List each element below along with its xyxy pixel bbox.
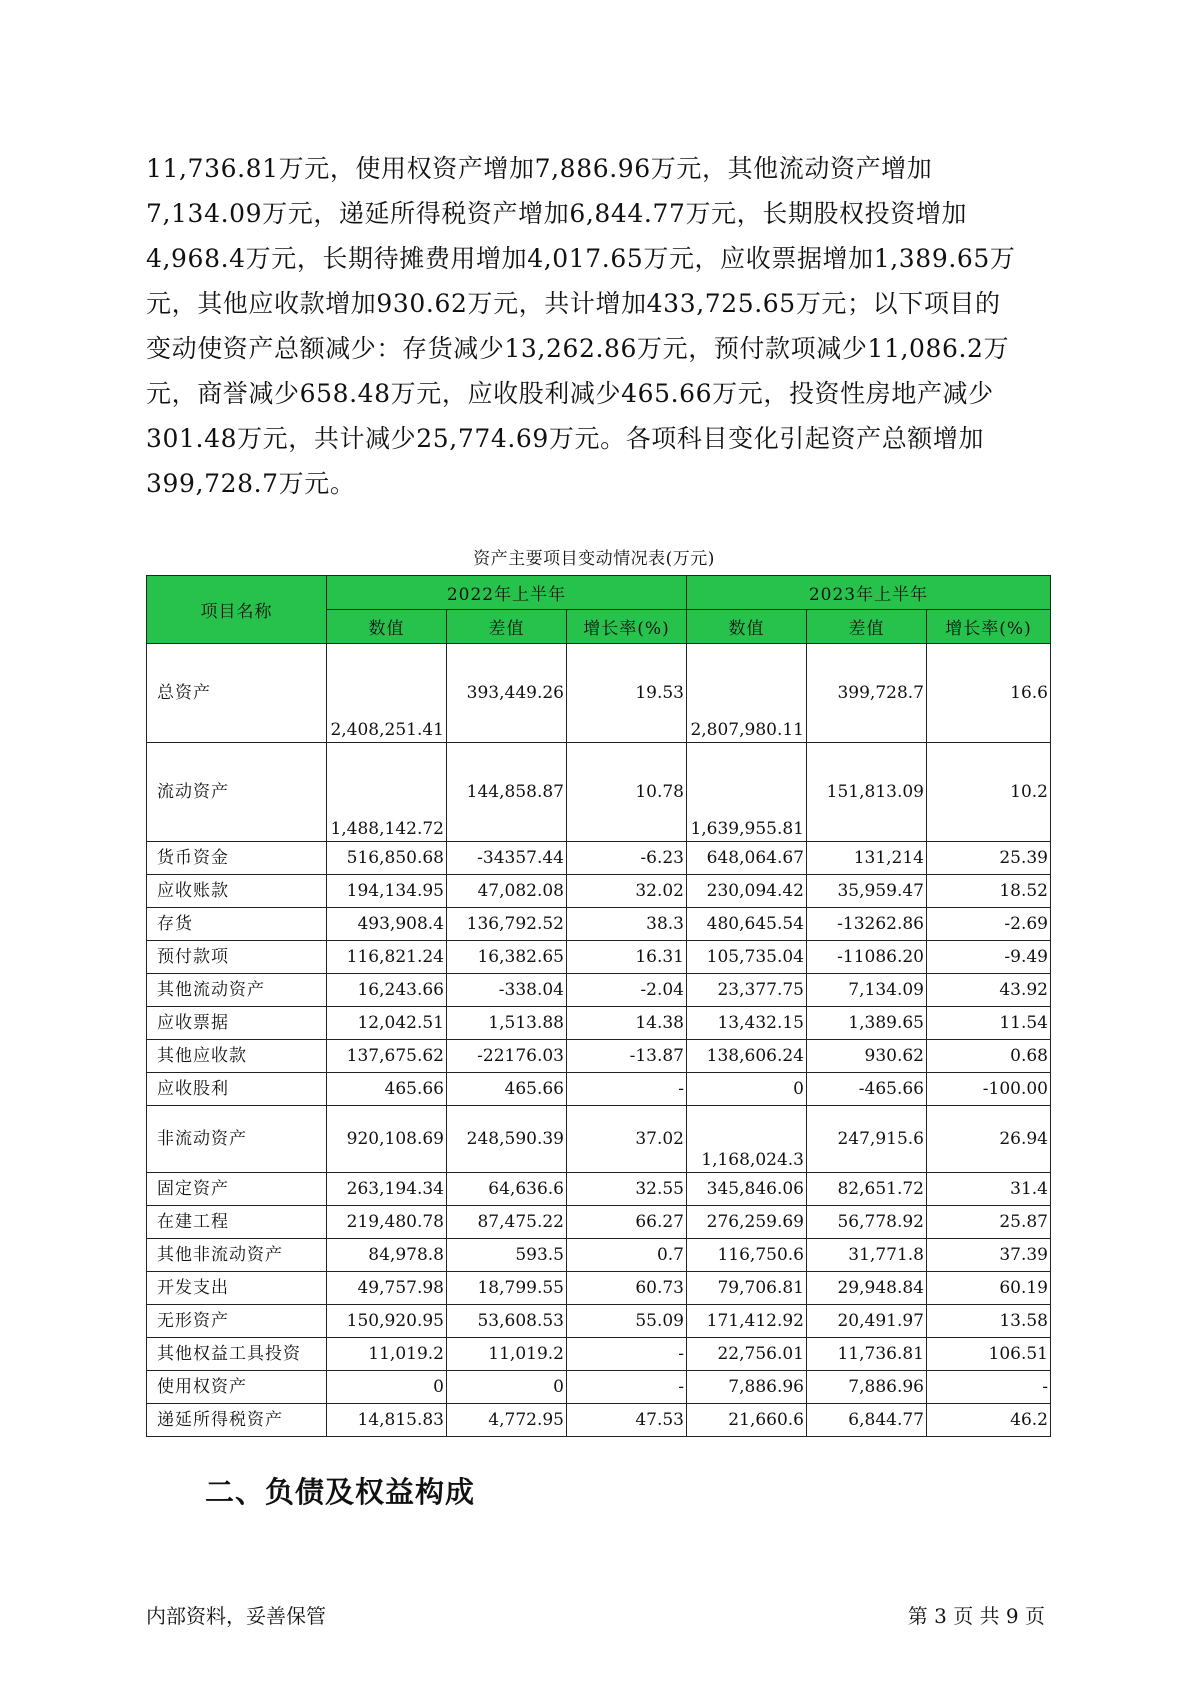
paragraph-line: 11,736.81万元，使用权资产增加7,886.96万元，其他流动资产增加 — [146, 154, 933, 183]
diff-2022: 1,513.88 — [447, 1007, 567, 1040]
diff-2022: 465.66 — [447, 1073, 567, 1106]
value-2023: 79,706.81 — [687, 1272, 807, 1305]
rate-2022: 66.27 — [567, 1206, 687, 1239]
rate-2023: 26.94 — [927, 1106, 1051, 1173]
table-row — [147, 974, 1051, 1007]
value-2023: 22,756.01 — [687, 1338, 807, 1371]
diff-2022: 16,382.65 — [447, 941, 567, 974]
value-2022: 49,757.98 — [327, 1272, 447, 1305]
table-row — [147, 1338, 1051, 1371]
diff-2023: -13262.86 — [807, 908, 927, 941]
table-row — [147, 1404, 1051, 1437]
asset-change-table — [146, 575, 1051, 1437]
table-body — [147, 644, 1051, 1437]
diff-2023: 7,134.09 — [807, 974, 927, 1007]
table-title: 资产主要项目变动情况表(万元) — [473, 549, 715, 569]
diff-2023: -465.66 — [807, 1073, 927, 1106]
rate-2023: 10.2 — [927, 743, 1051, 842]
rate-2022: -2.04 — [567, 974, 687, 1007]
value-2023: 1,168,024.3 — [687, 1106, 807, 1173]
rate-2023: 43.92 — [927, 974, 1051, 1007]
value-2022: 493,908.4 — [327, 908, 447, 941]
rate-2023: 31.4 — [927, 1173, 1051, 1206]
table-row — [147, 1173, 1051, 1206]
table-row — [147, 941, 1051, 974]
table-row — [147, 875, 1051, 908]
paragraph-line: 4,968.4万元，长期待摊费用增加4,017.65万元，应收票据增加1,389.65万 — [146, 244, 1016, 273]
value-2023: 23,377.75 — [687, 974, 807, 1007]
row-label: 使用权资产 — [147, 1371, 327, 1404]
diff-2023: 11,736.81 — [807, 1338, 927, 1371]
diff-2022: 53,608.53 — [447, 1305, 567, 1338]
paragraph-line: 元，商誉减少658.48万元，应收股利减少465.66万元，投资性房地产减少 — [146, 379, 994, 408]
value-2022: 12,042.51 — [327, 1007, 447, 1040]
row-label: 在建工程 — [147, 1206, 327, 1239]
rate-2022: 19.53 — [567, 644, 687, 743]
value-2023: 345,846.06 — [687, 1173, 807, 1206]
header-value: 数值 — [687, 610, 807, 644]
header-value: 数值 — [327, 610, 447, 644]
table-row — [147, 1073, 1051, 1106]
value-2022: 116,821.24 — [327, 941, 447, 974]
rate-2023: -2.69 — [927, 908, 1051, 941]
row-label: 开发支出 — [147, 1272, 327, 1305]
rate-2022: 60.73 — [567, 1272, 687, 1305]
diff-2023: 56,778.92 — [807, 1206, 927, 1239]
rate-2022: - — [567, 1371, 687, 1404]
diff-2022: 144,858.87 — [447, 743, 567, 842]
rate-2023: -100.00 — [927, 1073, 1051, 1106]
row-label: 递延所得税资产 — [147, 1404, 327, 1437]
paragraph-line: 399,728.7万元。 — [146, 469, 356, 498]
paragraph-line: 元，其他应收款增加930.62万元，共计增加433,725.65万元；以下项目的 — [146, 289, 1001, 318]
footer-confidential: 内部资料，妥善保管 — [146, 1604, 326, 1628]
value-2022: 11,019.2 — [327, 1338, 447, 1371]
diff-2022: -34357.44 — [447, 842, 567, 875]
rate-2023: 60.19 — [927, 1272, 1051, 1305]
row-label: 应收股利 — [147, 1073, 327, 1106]
diff-2022: 0 — [447, 1371, 567, 1404]
row-label: 其他非流动资产 — [147, 1239, 327, 1272]
diff-2022: -22176.03 — [447, 1040, 567, 1073]
table-row — [147, 1206, 1051, 1239]
rate-2022: 32.02 — [567, 875, 687, 908]
diff-2022: 47,082.08 — [447, 875, 567, 908]
diff-2023: 399,728.7 — [807, 644, 927, 743]
value-2022: 465.66 — [327, 1073, 447, 1106]
rate-2022: 0.7 — [567, 1239, 687, 1272]
value-2023: 230,094.42 — [687, 875, 807, 908]
diff-2023: 1,389.65 — [807, 1007, 927, 1040]
value-2023: 105,735.04 — [687, 941, 807, 974]
diff-2023: 6,844.77 — [807, 1404, 927, 1437]
table-row — [147, 1007, 1051, 1040]
header-period-2022: 2022年上半年 — [327, 576, 687, 610]
table-row — [147, 1305, 1051, 1338]
value-2022: 14,815.83 — [327, 1404, 447, 1437]
diff-2023: 7,886.96 — [807, 1371, 927, 1404]
value-2022: 0 — [327, 1371, 447, 1404]
rate-2023: 16.6 — [927, 644, 1051, 743]
rate-2022: -6.23 — [567, 842, 687, 875]
rate-2023: 11.54 — [927, 1007, 1051, 1040]
rate-2022: 14.38 — [567, 1007, 687, 1040]
row-label: 预付款项 — [147, 941, 327, 974]
diff-2022: 248,590.39 — [447, 1106, 567, 1173]
diff-2022: 4,772.95 — [447, 1404, 567, 1437]
row-label: 应收票据 — [147, 1007, 327, 1040]
value-2023: 21,660.6 — [687, 1404, 807, 1437]
value-2022: 263,194.34 — [327, 1173, 447, 1206]
rate-2023: 46.2 — [927, 1404, 1051, 1437]
diff-2022: 11,019.2 — [447, 1338, 567, 1371]
row-label: 存货 — [147, 908, 327, 941]
value-2023: 480,645.54 — [687, 908, 807, 941]
value-2023: 1,639,955.81 — [687, 743, 807, 842]
value-2022: 1,488,142.72 — [327, 743, 447, 842]
rate-2022: 16.31 — [567, 941, 687, 974]
table-row — [147, 842, 1051, 875]
header-rate: 增长率(%) — [927, 610, 1051, 644]
paragraph-line: 7,134.09万元，递延所得税资产增加6,844.77万元，长期股权投资增加 — [146, 199, 968, 228]
row-label: 无形资产 — [147, 1305, 327, 1338]
diff-2023: 930.62 — [807, 1040, 927, 1073]
value-2023: 13,432.15 — [687, 1007, 807, 1040]
paragraph-line: 301.48万元，共计减少25,774.69万元。各项科目变化引起资产总额增加 — [146, 424, 985, 453]
rate-2023: 37.39 — [927, 1239, 1051, 1272]
diff-2022: 136,792.52 — [447, 908, 567, 941]
row-label: 货币资金 — [147, 842, 327, 875]
diff-2022: 64,636.6 — [447, 1173, 567, 1206]
value-2022: 920,108.69 — [327, 1106, 447, 1173]
value-2022: 194,134.95 — [327, 875, 447, 908]
rate-2023: 13.58 — [927, 1305, 1051, 1338]
value-2023: 648,064.67 — [687, 842, 807, 875]
footer-page-number: 第 3 页 共 9 页 — [907, 1604, 1045, 1628]
header-diff: 差值 — [447, 610, 567, 644]
value-2023: 2,807,980.11 — [687, 644, 807, 743]
table-row — [147, 908, 1051, 941]
diff-2023: 151,813.09 — [807, 743, 927, 842]
table-row — [147, 1040, 1051, 1073]
header-item-name: 项目名称 — [147, 576, 327, 644]
diff-2023: -11086.20 — [807, 941, 927, 974]
diff-2023: 31,771.8 — [807, 1239, 927, 1272]
table-row — [147, 1371, 1051, 1404]
table-row — [147, 1239, 1051, 1272]
header-period-2023: 2023年上半年 — [687, 576, 1051, 610]
rate-2022: 38.3 — [567, 908, 687, 941]
value-2023: 138,606.24 — [687, 1040, 807, 1073]
row-label: 其他流动资产 — [147, 974, 327, 1007]
value-2022: 84,978.8 — [327, 1239, 447, 1272]
row-label: 固定资产 — [147, 1173, 327, 1206]
rate-2023: - — [927, 1371, 1051, 1404]
rate-2022: 37.02 — [567, 1106, 687, 1173]
value-2022: 16,243.66 — [327, 974, 447, 1007]
header-diff: 差值 — [807, 610, 927, 644]
table-header-row — [147, 576, 1051, 610]
row-label: 应收账款 — [147, 875, 327, 908]
diff-2022: 593.5 — [447, 1239, 567, 1272]
value-2022: 516,850.68 — [327, 842, 447, 875]
row-label: 其他应收款 — [147, 1040, 327, 1073]
paragraph-line: 变动使资产总额减少：存货减少13,262.86万元，预付款项减少11,086.2万 — [146, 334, 1010, 363]
value-2023: 171,412.92 — [687, 1305, 807, 1338]
header-rate: 增长率(%) — [567, 610, 687, 644]
rate-2022: - — [567, 1338, 687, 1371]
rate-2022: 10.78 — [567, 743, 687, 842]
value-2023: 116,750.6 — [687, 1239, 807, 1272]
rate-2023: 18.52 — [927, 875, 1051, 908]
table-row — [147, 1106, 1051, 1173]
diff-2023: 20,491.97 — [807, 1305, 927, 1338]
value-2022: 219,480.78 — [327, 1206, 447, 1239]
diff-2022: -338.04 — [447, 974, 567, 1007]
rate-2022: - — [567, 1073, 687, 1106]
value-2022: 137,675.62 — [327, 1040, 447, 1073]
rate-2023: 25.39 — [927, 842, 1051, 875]
diff-2022: 87,475.22 — [447, 1206, 567, 1239]
diff-2023: 29,948.84 — [807, 1272, 927, 1305]
rate-2022: 32.55 — [567, 1173, 687, 1206]
row-label: 流动资产 — [147, 743, 327, 842]
diff-2023: 247,915.6 — [807, 1106, 927, 1173]
rate-2023: 106.51 — [927, 1338, 1051, 1371]
table-row — [147, 1272, 1051, 1305]
diff-2023: 131,214 — [807, 842, 927, 875]
rate-2022: -13.87 — [567, 1040, 687, 1073]
table-row — [147, 743, 1051, 842]
rate-2023: 25.87 — [927, 1206, 1051, 1239]
section-heading: 二、负债及权益构成 — [205, 1475, 476, 1509]
row-label: 非流动资产 — [147, 1106, 327, 1173]
diff-2023: 82,651.72 — [807, 1173, 927, 1206]
value-2023: 0 — [687, 1073, 807, 1106]
value-2023: 7,886.96 — [687, 1371, 807, 1404]
rate-2023: 0.68 — [927, 1040, 1051, 1073]
rate-2022: 55.09 — [567, 1305, 687, 1338]
rate-2023: -9.49 — [927, 941, 1051, 974]
value-2022: 150,920.95 — [327, 1305, 447, 1338]
row-label: 其他权益工具投资 — [147, 1338, 327, 1371]
row-label: 总资产 — [147, 644, 327, 743]
table-row — [147, 644, 1051, 743]
body-paragraph — [146, 146, 1046, 506]
value-2023: 276,259.69 — [687, 1206, 807, 1239]
diff-2023: 35,959.47 — [807, 875, 927, 908]
diff-2022: 393,449.26 — [447, 644, 567, 743]
rate-2022: 47.53 — [567, 1404, 687, 1437]
value-2022: 2,408,251.41 — [327, 644, 447, 743]
diff-2022: 18,799.55 — [447, 1272, 567, 1305]
